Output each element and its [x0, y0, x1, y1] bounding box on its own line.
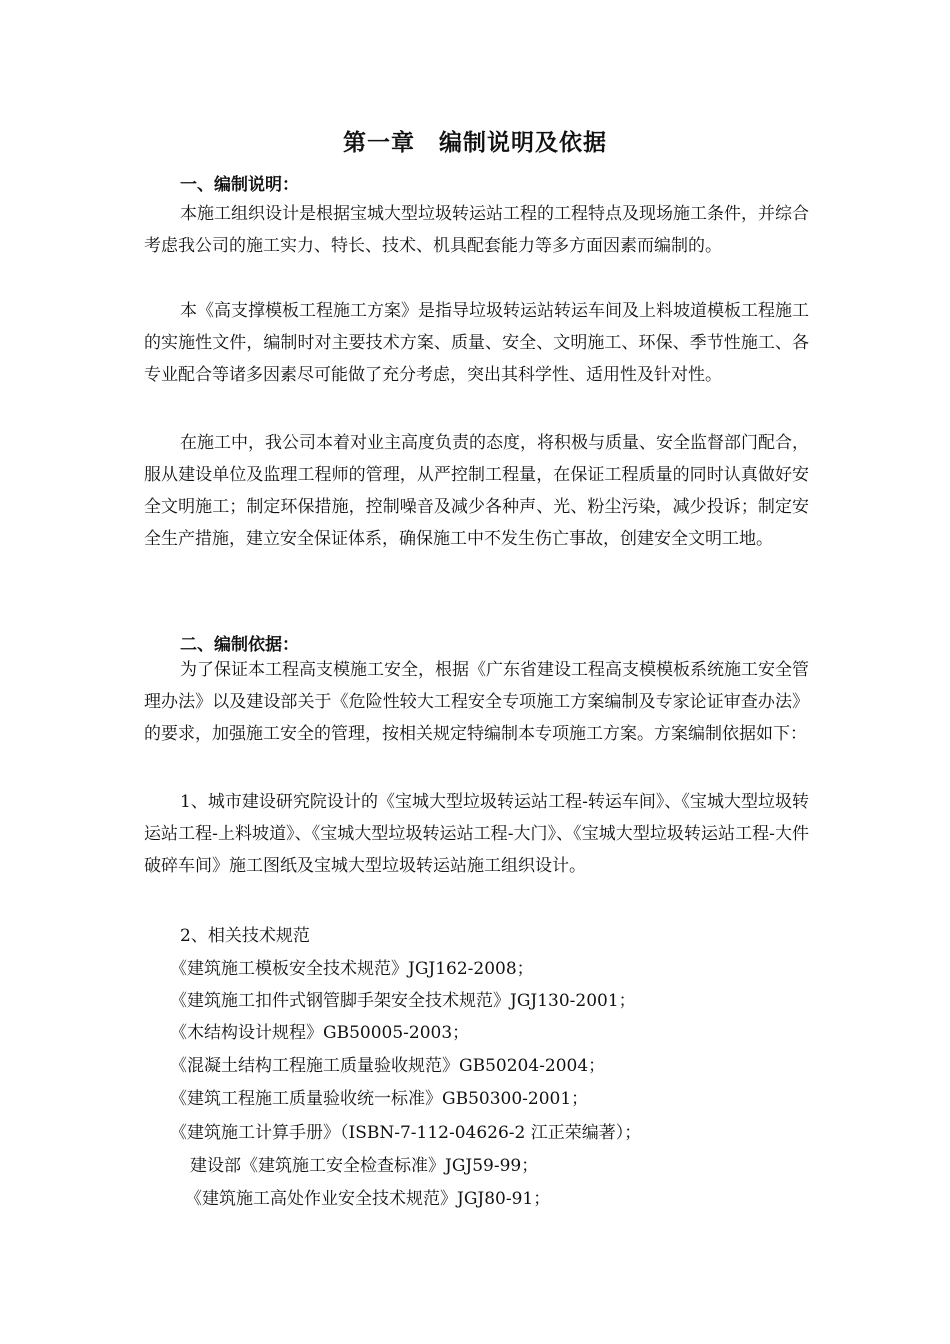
reference-item: 《建筑施工高处作业安全技术规范》JGJ80-91； — [185, 1189, 551, 1209]
section-heading-description: 一、编制说明： — [180, 175, 299, 195]
reference-item: 《建筑施工扣件式钢管脚手架安全技术规范》JGJ130-2001； — [170, 991, 636, 1011]
reference-item: 建设部《建筑施工安全检查标准》JGJ59-99； — [190, 1156, 539, 1176]
reference-item: 《建筑施工计算手册》（ISBN-7-112-04626-2 江正荣编著）； — [170, 1123, 642, 1143]
paragraph-basis-intro: 为了保证本工程高支模施工安全，根据《广东省建设工程高支模模板系统施工安全管理办法》以及建设部关于《危险性较大工程安全专项施工方案编制及专家论证审查办法》的要求，加强施工安全的管理，按相关规定特编制本专项施工方案。方案编制依据如下： — [144, 660, 809, 744]
basis-item-1: 1、城市建设研究院设计的《宝城大型垃圾转运站工程-转运车间》、《宝城大型垃圾转运站工程-上料坡道》、《宝城大型垃圾转运站工程-大门》、《宝城大型垃圾转运站工程-大件破碎车间》施工图纸及宝城大型垃圾转运站施工组织设计。 — [144, 792, 809, 876]
paragraph-description-2: 本《高支撑模板工程施工方案》是指导垃圾转运站转运车间及上料坡道模板工程施工的实施性文件，编制时对主要技术方案、质量、安全、文明施工、环保、季节性施工、各专业配合等诸多因素尽可能做了充分考虑，突出其科学性、适用性及针对性。 — [144, 301, 809, 385]
paragraph-description-3: 在施工中，我公司本着对业主高度负责的态度，将积极与质量、安全监督部门配合，服从建设单位及监理工程师的管理，从严控制工程量，在保证工程质量的同时认真做好安全文明施工；制定环保措施，控制噪音及减少各种声、光、粉尘污染，减少投诉；制定安全生产措施，建立安全保证体系，确保施工中不发生伤亡事故，创建安全文明工地。 — [144, 433, 809, 549]
chapter-title: 第一章 编制说明及依据 — [343, 129, 607, 156]
basis-item-2: 2、相关技术规范 — [180, 926, 310, 946]
paragraph-description-1: 本施工组织设计是根据宝城大型垃圾转运站工程的工程特点及现场施工条件，并综合考虑我公司的施工实力、特长、技术、机具配套能力等多方面因素而编制的。 — [144, 204, 809, 256]
reference-item: 《混凝土结构工程施工质量验收规范》GB50204-2004； — [170, 1056, 606, 1076]
reference-item: 《建筑工程施工质量验收统一标准》GB50300-2001； — [170, 1089, 589, 1109]
reference-item: 《木结构设计规程》GB50005-2003； — [170, 1023, 470, 1043]
section-heading-basis: 二、编制依据： — [180, 635, 299, 655]
reference-item: 《建筑施工模板安全技术规范》JGJ162-2008； — [170, 959, 534, 979]
